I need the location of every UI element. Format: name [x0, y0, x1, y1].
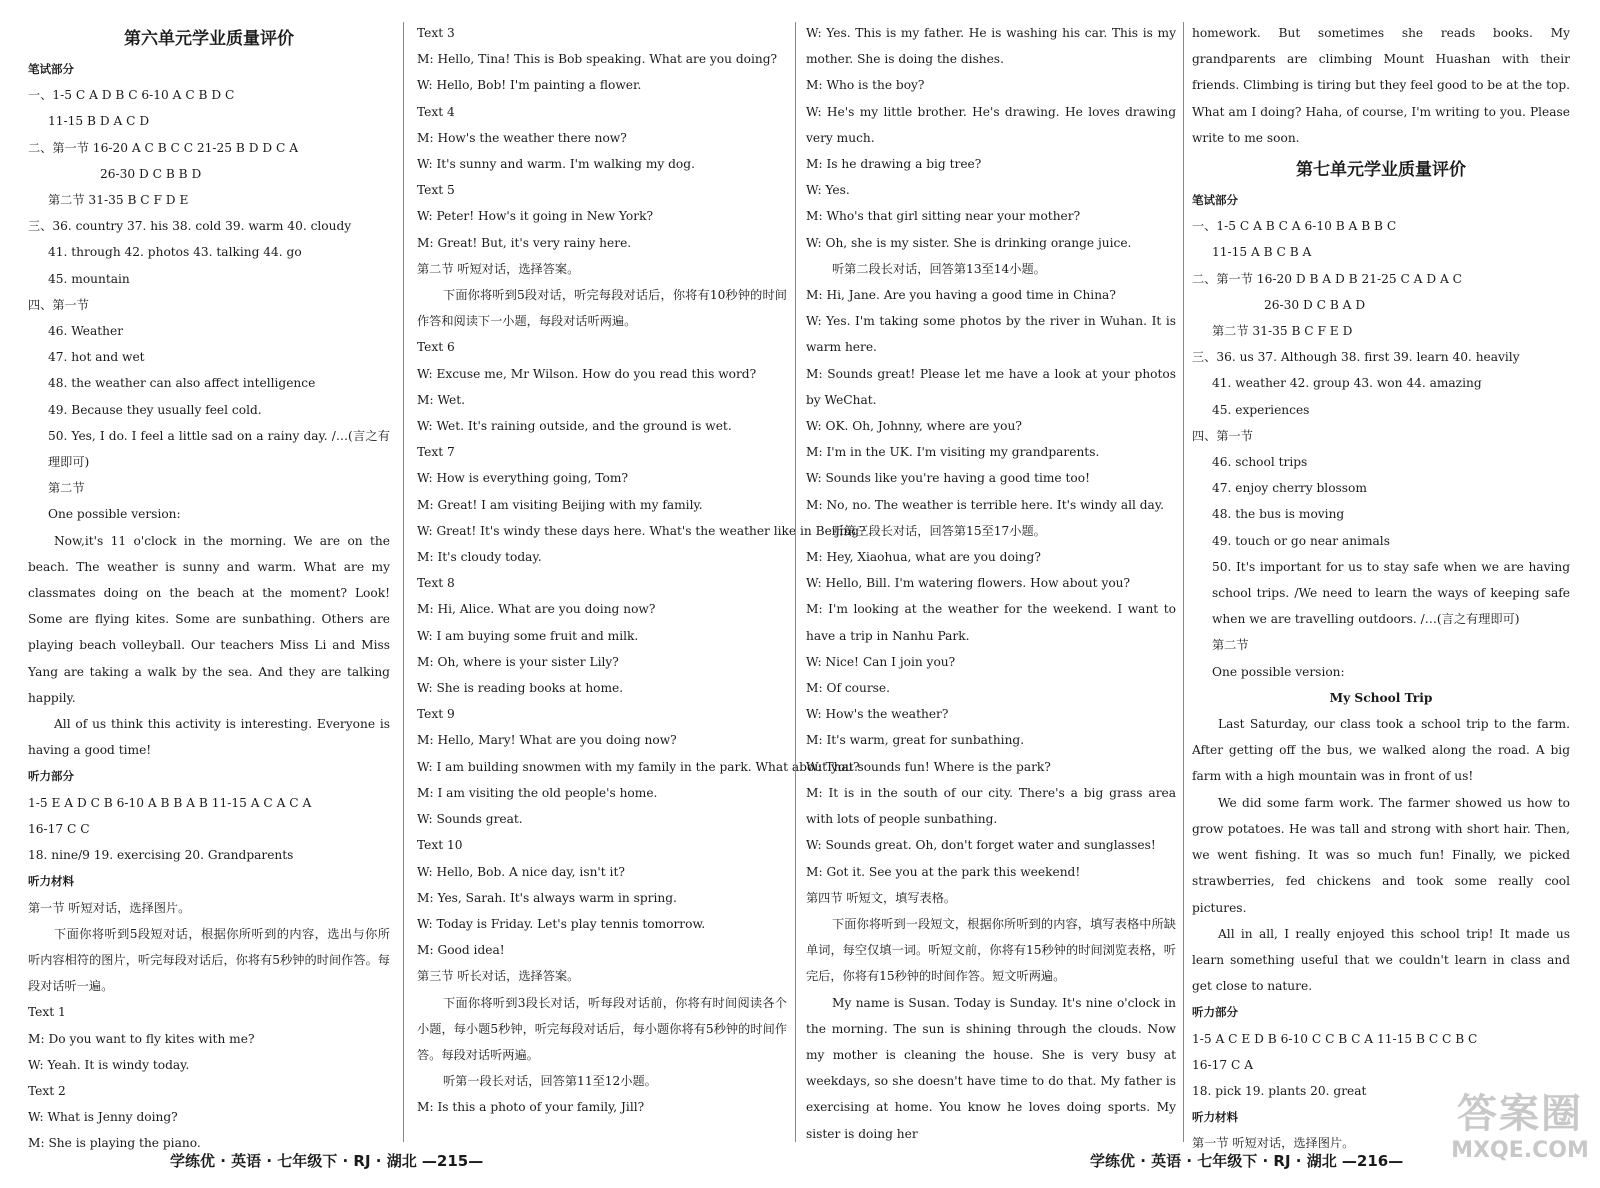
text-line: 16-17 C A [1192, 1057, 1254, 1072]
text-line: 46. Weather [48, 324, 124, 339]
text-line: 1-5 E A D C B 6-10 A B B A B 11-15 A C A C A [28, 795, 312, 810]
text-line: 二、第一节 16-20 D B A D B 21-25 C A D A C [1192, 271, 1462, 286]
text-line: W: Yes. This is my father. He is washing his car. This is my mother. She is doing the dishes. [806, 26, 1176, 67]
text-line: W: It's sunny and warm. I'm walking my dog. [417, 157, 695, 172]
text-line: 听力材料 [1192, 1110, 1238, 1125]
text-line: W: Hello, Bill. I'm watering flowers. How about you? [806, 576, 1131, 591]
text-line: 听力部分 [1192, 1005, 1238, 1020]
text-line: 下面你将听到3段长对话，听每段对话前，你将有时间阅读各个小题，每小题5秒钟，听完每段对话后，每小题你将有5秒钟的时间作答。每段对话听两遍。 [417, 995, 787, 1062]
text-line: W: Yes. I'm taking some photos by the river in Wuhan. It is warm here. [806, 314, 1176, 355]
text-line: 三、36. us 37. Although 38. first 39. learn 40. heavily [1192, 350, 1520, 365]
text-line: 一、1-5 C A B C A 6-10 B A B B C [1192, 219, 1397, 234]
text-line: Text 1 [28, 1005, 66, 1020]
text-line: 41. weather 42. group 43. won 44. amazing [1212, 376, 1482, 391]
text-line: W: What is Jenny doing? [28, 1110, 178, 1125]
text-line: 四、第一节 [28, 297, 89, 312]
text-line: M: No, no. The weather is terrible here. It's windy all day. [806, 497, 1164, 512]
text-line: M: Sounds great! Please let me have a look at your photos by WeChat. [806, 366, 1176, 407]
text-line: 四、第一节 [1192, 428, 1253, 443]
text-line: W: Sounds like you're having a good time too! [806, 471, 1090, 486]
text-line: W: Oh, she is my sister. She is drinking orange juice. [806, 235, 1132, 250]
text-line: 一、1-5 C A D B C 6-10 A C B D C [28, 88, 235, 103]
text-line: M: I'm looking at the weather for the weekend. I want to have a trip in Nanhu Park. [806, 602, 1176, 643]
text-line: W: OK. Oh, Johnny, where are you? [806, 419, 1022, 434]
text-line: M: It's cloudy today. [417, 550, 542, 565]
text-line: 第二节 [48, 481, 85, 496]
text-line: 50. It's important for us to stay safe when we are having school trips. /We need to learn the ways of keeping safe when we are travelling outdoors. /…(言之有理即可) [1212, 559, 1570, 627]
text-line: W: That sounds fun! Where is the park? [806, 759, 1051, 774]
text-line: 50. Yes, I do. I feel a little sad on a rainy day. /…(言之有理即可) [48, 428, 390, 470]
text-line: 下面你将听到5段短对话，根据你所听到的内容，选出与你所听内容相符的图片，听完每段对话后，你将有5秒钟的时间作答。每段对话听一遍。 [28, 926, 390, 994]
column-4 [1192, 20, 1570, 1157]
text-line: Text 4 [417, 104, 455, 119]
text-line: M: She is playing the piano. [28, 1136, 201, 1151]
watermark-url: MXQE.COM [1451, 1138, 1589, 1163]
section-title: 第七单元学业质量评价 [1296, 160, 1466, 181]
column-1 [28, 20, 390, 1157]
text-line: W: Hello, Bob! I'm painting a flower. [417, 78, 642, 93]
column-3 [806, 20, 1176, 1147]
text-line: 二、第一节 16-20 A C B C C 21-25 B D D C A [28, 140, 299, 155]
text-line: W: Yeah. It is windy today. [28, 1057, 190, 1072]
text-line: Text 9 [417, 707, 455, 722]
text-line: 45. mountain [48, 271, 130, 286]
text-line: M: It is in the south of our city. There's a big grass area with lots of people sunbathing. [806, 785, 1176, 827]
text-line: Text 8 [417, 576, 455, 591]
text-line: M: Of course. [806, 681, 891, 696]
text-line: 听第三段长对话，回答第15至17小题。 [832, 523, 1046, 538]
text-line: M: Do you want to fly kites with me? [28, 1031, 255, 1046]
text-line: 笔试部分 [1192, 193, 1238, 208]
text-line: 26-30 D C B B D [100, 166, 202, 181]
text-line: M: Wet. [417, 392, 465, 407]
text-line: 第二节 [1212, 638, 1249, 653]
text-line: W: I am buying some fruit and milk. [417, 628, 639, 643]
text-line: 第一节 听短对话，选择图片。 [28, 900, 191, 915]
text-line: W: Yes. [806, 183, 850, 198]
text-line: 第二节 31-35 B C F D E [48, 193, 189, 208]
text-line: My School Trip [1329, 690, 1433, 705]
text-line: Now,it's 11 o'clock in the morning. We are on the beach. The weather is sunny and warm. What are my classmates doing on the beach at the moment? Look! Some are flying kites. Some are sunbathing. Others are playing beach volleyball. Our teachers Miss Li and Miss Yang are taking a walk by the sea. And they are talking happily. [28, 533, 390, 705]
text-line: M: Is he drawing a big tree? [806, 157, 982, 172]
text-line: 第二节 31-35 B C F E D [1212, 324, 1353, 339]
text-line: M: Hello, Tina! This is Bob speaking. What are you doing? [417, 52, 778, 67]
text-line: 46. school trips [1212, 455, 1308, 470]
text-line: W: Today is Friday. Let's play tennis tomorrow. [417, 916, 706, 931]
watermark-text: 答案圈 [1457, 1091, 1583, 1137]
text-line: 16-17 C C [28, 821, 90, 836]
text-line: M: I am visiting the old people's home. [417, 785, 658, 800]
text-line: M: Who's that girl sitting near your mother? [806, 209, 1081, 224]
text-line: 11-15 A B C B A [1212, 245, 1312, 260]
section-title: 第六单元学业质量评价 [124, 29, 294, 49]
page-footer-215: 学练优 · 英语 · 七年级下 · RJ · 湖北 —215— [170, 1152, 484, 1170]
text-line: 笔试部分 [28, 62, 74, 76]
text-line: My name is Susan. Today is Sunday. It's nine o'clock in the morning. The sun is shining through the clouds. Now my mother is cleaning the house. She is very busy at weekdays, so she doesn't have time to do that. My father is exercising at home. You know he loves doing sports. My sister is doing her [806, 995, 1176, 1141]
text-line: M: Hi, Jane. Are you having a good time in China? [806, 288, 1116, 303]
text-line: 47. hot and wet [48, 350, 145, 365]
text-line: 48. the bus is moving [1212, 507, 1345, 522]
text-line: 下面你将听到一段短文，根据你所听到的内容，填写表格中所缺单词，每空仅填一词。听短文前，你将有15秒钟的时间浏览表格，听完后，你将有15秒钟的时间作答。短文听两遍。 [806, 916, 1176, 984]
column-divider [403, 22, 404, 1142]
text-line: 听力部分 [28, 769, 74, 784]
text-line: M: Good idea! [417, 943, 505, 958]
text-line: M: Hello, Mary! What are you doing now? [417, 733, 677, 748]
text-line: W: Excuse me, Mr Wilson. How do you read this word? [417, 366, 757, 381]
text-line: W: She is reading books at home. [417, 681, 624, 696]
text-line: 听第一段长对话，回答第11至12小题。 [443, 1074, 657, 1089]
text-line: Text 10 [417, 838, 463, 853]
column-divider [795, 22, 796, 1142]
text-line: W: Peter! How's it going in New York? [417, 209, 653, 224]
text-line: W: Nice! Can I join you? [806, 654, 956, 669]
text-line: Last Saturday, our class took a school trip to the farm. After getting off the bus, we walked along the road. A big farm with a high mountain was in front of us! [1192, 717, 1570, 784]
text-line: 11-15 B D A C D [48, 114, 150, 129]
text-line: 45. experiences [1212, 402, 1310, 417]
text-line: W: Hello, Bob. A nice day, isn't it? [417, 864, 625, 879]
text-line: M: It's warm, great for sunbathing. [806, 733, 1025, 748]
text-line: 48. the weather can also affect intelligence [48, 376, 316, 391]
text-line: W: He's my little brother. He's drawing. He loves drawing very much. [806, 104, 1176, 145]
column-divider [1183, 22, 1184, 1142]
text-line: Text 2 [28, 1083, 66, 1098]
text-line: W: How's the weather? [806, 707, 949, 722]
text-line: W: I am building snowmen with my family in the park. What about you? [417, 759, 860, 774]
text-line: One possible version: [1212, 664, 1345, 679]
text-line: One possible version: [48, 507, 181, 522]
page-footer-216: 学练优 · 英语 · 七年级下 · RJ · 湖北 —216— [1090, 1152, 1404, 1170]
text-line: 三、36. country 37. his 38. cold 39. warm 40. cloudy [28, 219, 352, 234]
text-line: M: I'm in the UK. I'm visiting my grandparents. [806, 445, 1100, 460]
text-line: 41. through 42. photos 43. talking 44. go [48, 245, 302, 260]
text-line: M: Who is the boy? [806, 78, 925, 93]
text-line: 18. nine/9 19. exercising 20. Grandparents [28, 848, 294, 863]
text-line: M: How's the weather there now? [417, 130, 627, 145]
text-line: 26-30 D C B A D [1264, 297, 1366, 312]
text-line: Text 6 [417, 340, 455, 355]
text-line: 1-5 A C E D B 6-10 C C B C A 11-15 B C C B C [1192, 1031, 1478, 1046]
text-line: W: Great! It's windy these days here. What's the weather like in Beijing? [417, 523, 866, 538]
text-line: Text 7 [417, 445, 455, 460]
text-line: 第二节 听短对话，选择答案。 [417, 261, 580, 276]
text-line: 18. pick 19. plants 20. great [1192, 1083, 1367, 1098]
text-line: M: Got it. See you at the park this weekend! [806, 864, 1081, 879]
text-line: All in all, I really enjoyed this school trip! It made us learn something useful that we couldn't learn in class and get close to nature. [1192, 926, 1570, 994]
text-line: W: Sounds great. [417, 812, 523, 827]
text-line: M: Hi, Alice. What are you doing now? [417, 602, 656, 617]
text-line: All of us think this activity is interesting. Everyone is having a good time! [28, 717, 390, 758]
text-line: W: Wet. It's raining outside, and the ground is wet. [417, 419, 732, 434]
text-line: M: Oh, where is your sister Lily? [417, 654, 619, 669]
text-line: 第三节 听长对话，选择答案。 [417, 969, 580, 984]
text-line: Text 5 [417, 183, 455, 198]
text-line: W: Sounds great. Oh, don't forget water and sunglasses! [806, 838, 1156, 853]
text-line: 听第二段长对话，回答第13至14小题。 [832, 261, 1046, 276]
text-line: 下面你将听到5段对话，听完每段对话后，你将有10秒钟的时间作答和阅读下一小题，每段对话听两遍。 [417, 288, 787, 329]
text-line: Text 3 [417, 26, 455, 40]
text-line: M: Great! I am visiting Beijing with my family. [417, 497, 703, 512]
text-line: M: Is this a photo of your family, Jill? [417, 1100, 645, 1115]
text-line: M: Hey, Xiaohua, what are you doing? [806, 550, 1041, 565]
text-line: 第四节 听短文，填写表格。 [806, 890, 957, 905]
text-line: W: How is everything going, Tom? [417, 471, 628, 486]
text-line: 49. touch or go near animals [1212, 533, 1390, 548]
text-line: 49. Because they usually feel cold. [48, 402, 262, 417]
text-line: 47. enjoy cherry blossom [1212, 481, 1367, 496]
text-line: 听力材料 [28, 874, 74, 889]
text-line: homework. But sometimes she reads books. My grandparents are climbing Mount Huashan with their friends. Climbing is tiring but they feel good to be at the top. What am I doing? Haha, of course, I'm writing to you. Please write to me soon. [1192, 26, 1570, 145]
text-line: M: Yes, Sarah. It's always warm in spring. [417, 890, 677, 905]
text-line: 第一节 听短对话，选择图片。 [1192, 1136, 1355, 1151]
text-line: We did some farm work. The farmer showed us how to grow potatoes. He was tall and strong with short hair. Then, we went fishing. It was so much fun! Finally, we picked strawberries, fed chickens and took some really cool pictures. [1192, 795, 1570, 915]
watermark-logo [1445, 1090, 1595, 1180]
text-line: M: Great! But, it's very rainy here. [417, 235, 632, 250]
